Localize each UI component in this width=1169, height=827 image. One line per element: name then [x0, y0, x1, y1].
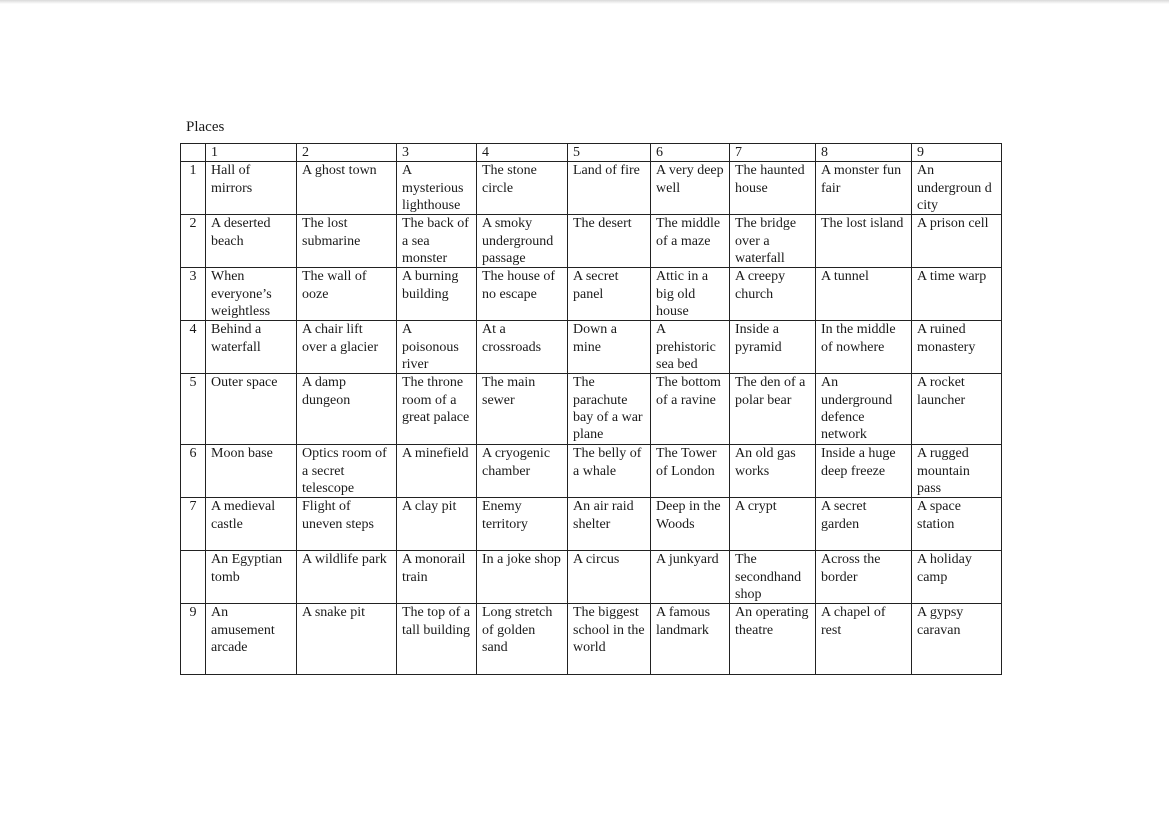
place-cell: The wall of ooze	[297, 268, 397, 321]
place-cell: A clay pit	[397, 498, 477, 551]
row-number: 4	[181, 321, 206, 374]
place-cell: Inside a pyramid	[730, 321, 816, 374]
place-cell: The house of no escape	[477, 268, 568, 321]
place-cell: The back of a sea monster	[397, 215, 477, 268]
row-number: 1	[181, 162, 206, 215]
column-header: 8	[816, 144, 912, 162]
place-cell: A famous landmark	[651, 604, 730, 675]
place-cell: The desert	[568, 215, 651, 268]
row-number: 3	[181, 268, 206, 321]
place-cell: A junkyard	[651, 551, 730, 604]
place-cell: The den of a polar bear	[730, 374, 816, 445]
place-cell: Deep in the Woods	[651, 498, 730, 551]
place-cell: A space station	[912, 498, 1002, 551]
place-cell: A smoky underground passage	[477, 215, 568, 268]
place-cell: A wildlife park	[297, 551, 397, 604]
place-cell: A circus	[568, 551, 651, 604]
place-cell: A very deep well	[651, 162, 730, 215]
place-cell: A rocket launcher	[912, 374, 1002, 445]
row-number: 9	[181, 604, 206, 675]
row-number: 5	[181, 374, 206, 445]
place-cell: The stone circle	[477, 162, 568, 215]
table-row	[181, 268, 1002, 321]
place-cell: An air raid shelter	[568, 498, 651, 551]
place-cell: A time warp	[912, 268, 1002, 321]
places-table	[180, 143, 1002, 675]
place-cell: A cryogenic chamber	[477, 445, 568, 498]
table-row	[181, 604, 1002, 675]
row-number: 6	[181, 445, 206, 498]
place-cell: A rugged mountain pass	[912, 445, 1002, 498]
column-header: 1	[206, 144, 297, 162]
place-cell: The parachute bay of a war plane	[568, 374, 651, 445]
table-row	[181, 551, 1002, 604]
place-cell: Outer space	[206, 374, 297, 445]
place-cell: A chapel of rest	[816, 604, 912, 675]
place-cell: Optics room of a secret telescope	[297, 445, 397, 498]
place-cell: Across the border	[816, 551, 912, 604]
place-cell: A ruined monastery	[912, 321, 1002, 374]
place-cell: A monster fun fair	[816, 162, 912, 215]
column-header	[181, 144, 206, 162]
place-cell: Behind a waterfall	[206, 321, 297, 374]
place-cell: Flight of uneven steps	[297, 498, 397, 551]
place-cell: A gypsy caravan	[912, 604, 1002, 675]
column-header: 3	[397, 144, 477, 162]
place-cell: A holiday camp	[912, 551, 1002, 604]
table-row	[181, 215, 1002, 268]
scan-edge	[0, 0, 1169, 4]
place-cell: A creepy church	[730, 268, 816, 321]
place-cell: When everyone’s weightless	[206, 268, 297, 321]
place-cell: An operating theatre	[730, 604, 816, 675]
place-cell: The bottom of a ravine	[651, 374, 730, 445]
place-cell: A deserted beach	[206, 215, 297, 268]
place-cell: The haunted house	[730, 162, 816, 215]
place-cell: Down a mine	[568, 321, 651, 374]
place-cell: The main sewer	[477, 374, 568, 445]
place-cell: A crypt	[730, 498, 816, 551]
place-cell: In the middle of nowhere	[816, 321, 912, 374]
place-cell: The middle of a maze	[651, 215, 730, 268]
place-cell: Enemy territory	[477, 498, 568, 551]
column-header: 7	[730, 144, 816, 162]
place-cell: Land of fire	[568, 162, 651, 215]
place-cell: A mysterious lighthouse	[397, 162, 477, 215]
column-header: 6	[651, 144, 730, 162]
place-cell: The lost submarine	[297, 215, 397, 268]
place-cell: A monorail train	[397, 551, 477, 604]
column-header: 4	[477, 144, 568, 162]
place-cell: A poisonous river	[397, 321, 477, 374]
column-header: 2	[297, 144, 397, 162]
table-row	[181, 374, 1002, 445]
row-number: 2	[181, 215, 206, 268]
place-cell: A ghost town	[297, 162, 397, 215]
place-cell: A burning building	[397, 268, 477, 321]
place-cell: In a joke shop	[477, 551, 568, 604]
place-cell: An underground defence network	[816, 374, 912, 445]
column-header: 9	[912, 144, 1002, 162]
place-cell: An amusement arcade	[206, 604, 297, 675]
place-cell: Attic in a big old house	[651, 268, 730, 321]
place-cell: A chair lift over a glacier	[297, 321, 397, 374]
place-cell: A medieval castle	[206, 498, 297, 551]
place-cell: An Egyptian tomb	[206, 551, 297, 604]
row-number: 7	[181, 498, 206, 551]
table-row	[181, 162, 1002, 215]
place-cell: The secondhand shop	[730, 551, 816, 604]
place-cell: A damp dungeon	[297, 374, 397, 445]
table-row	[181, 498, 1002, 551]
place-cell: The lost island	[816, 215, 912, 268]
place-cell: Moon base	[206, 445, 297, 498]
row-number	[181, 551, 206, 604]
place-cell: The Tower of London	[651, 445, 730, 498]
table-row	[181, 445, 1002, 498]
page-title: Places	[186, 119, 225, 135]
place-cell: Inside a huge deep freeze	[816, 445, 912, 498]
column-header: 5	[568, 144, 651, 162]
place-cell: A prison cell	[912, 215, 1002, 268]
place-cell: The belly of a whale	[568, 445, 651, 498]
place-cell: Hall of mirrors	[206, 162, 297, 215]
place-cell: A minefield	[397, 445, 477, 498]
place-cell: A tunnel	[816, 268, 912, 321]
place-cell: A prehistoric sea bed	[651, 321, 730, 374]
place-cell: An old gas works	[730, 445, 816, 498]
place-cell: A snake pit	[297, 604, 397, 675]
place-cell: An undergroun d city	[912, 162, 1002, 215]
place-cell: The throne room of a great palace	[397, 374, 477, 445]
place-cell: Long stretch of golden sand	[477, 604, 568, 675]
column-header-row	[181, 144, 1002, 162]
place-cell: A secret garden	[816, 498, 912, 551]
table-row	[181, 321, 1002, 374]
place-cell: The bridge over a waterfall	[730, 215, 816, 268]
place-cell: The top of a tall building	[397, 604, 477, 675]
place-cell: The biggest school in the world	[568, 604, 651, 675]
place-cell: A secret panel	[568, 268, 651, 321]
place-cell: At a crossroads	[477, 321, 568, 374]
